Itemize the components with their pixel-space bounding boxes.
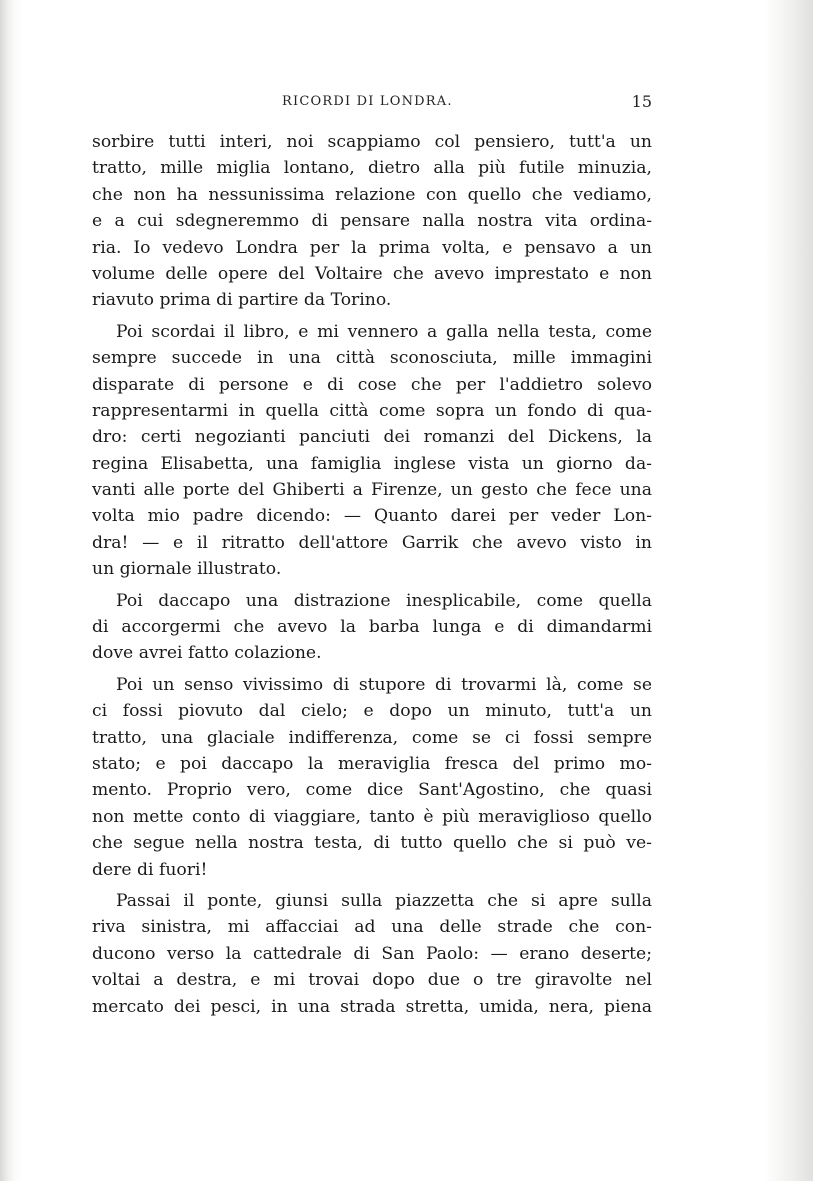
text-line: vanti alle porte del Ghiberti a Firenze, un gesto che fece una [92,480,652,501]
text-line: mento. Proprio vero, come dice Sant'Agostino, che quasi [92,780,652,801]
text-line: che non ha nessunissima relazione con quello che vediamo, [92,184,652,205]
page-header [92,92,652,116]
text-line: tratto, mille miglia lontano, dietro alla più futile minuzia, [92,158,652,179]
paragraph [92,888,652,1020]
text-line: non mette conto di viaggiare, tanto è più meraviglioso quello [92,806,652,827]
text-line: che segue nella nostra testa, di tutto quello che si può ve- [92,833,652,854]
page-gutter-shadow [0,0,14,1181]
text-line: sorbire tutti interi, noi scappiamo col pensiero, tutt'a un [92,132,652,152]
text-line: dove avrei fatto colazione. [92,643,322,664]
text-line: dra! — e il ritratto dell'attore Garrik che avevo visto in [92,532,652,553]
text-line: dro: certi negozianti panciuti dei romanzi del Dickens, la [92,427,652,448]
text-line: disparate di persone e di cose che per l'addietro solevo [92,374,652,395]
text-line: regina Elisabetta, una famiglia inglese vista un giorno da- [92,453,652,474]
text-line: volume delle opere del Voltaire che avevo imprestato e non [92,263,652,284]
text-line: Poi daccapo una distrazione inesplicabile, come quella [116,590,652,611]
page-number: 15 [631,92,652,111]
text-line: voltai a destra, e mi trovai dopo due o tre giravolte nel [92,970,652,991]
text-line: stato; e poi daccapo la meraviglia fresca del primo mo- [92,753,652,774]
text-line: volta mio padre dicendo: — Quanto darei per veder Lon- [92,506,652,527]
text-line: Poi scordai il libro, e mi vennero a galla nella testa, come [116,321,652,342]
text-line: mercato dei pesci, in una strada stretta, umida, nera, piena [92,996,652,1017]
paragraph [92,588,652,667]
text-line: ducono verso la cattedrale di San Paolo: — erano deserte; [92,943,652,964]
text-line: sempre succede in una città sconosciuta, mille immagini [92,348,652,369]
text-line: di accorgermi che avevo la barba lunga e di dimandarmi [92,617,652,638]
body-text [92,129,652,1020]
text-line: ria. Io vedevo Londra per la prima volta, e pensavo a un [92,237,652,258]
text-line: tratto, una glaciale indifferenza, come se ci fossi sempre [92,727,652,748]
running-title: RICORDI DI LONDRA. [282,94,453,109]
text-line: dere di fuori! [92,859,208,880]
text-line: e a cui sdegneremmo di pensare nalla nostra vita ordina- [92,211,652,232]
text-line: rappresentarmi in quella città come sopra un fondo di qua- [92,400,652,421]
text-line: riavuto prima di partire da Torino. [92,290,392,311]
text-line: ci fossi piovuto dal cielo; e dopo un minuto, tutt'a un [92,701,652,722]
paragraph [92,129,652,314]
text-line: Poi un senso vivissimo di stupore di trovarmi là, come se [116,674,652,695]
text-line: un giornale illustrato. [92,559,282,580]
text-line: riva sinistra, mi affacciai ad una delle strade che con- [92,917,652,938]
paragraph [92,672,652,883]
paragraph [92,319,652,583]
text-line: Passai il ponte, giunsi sulla piazzetta che si apre sulla [116,890,652,911]
